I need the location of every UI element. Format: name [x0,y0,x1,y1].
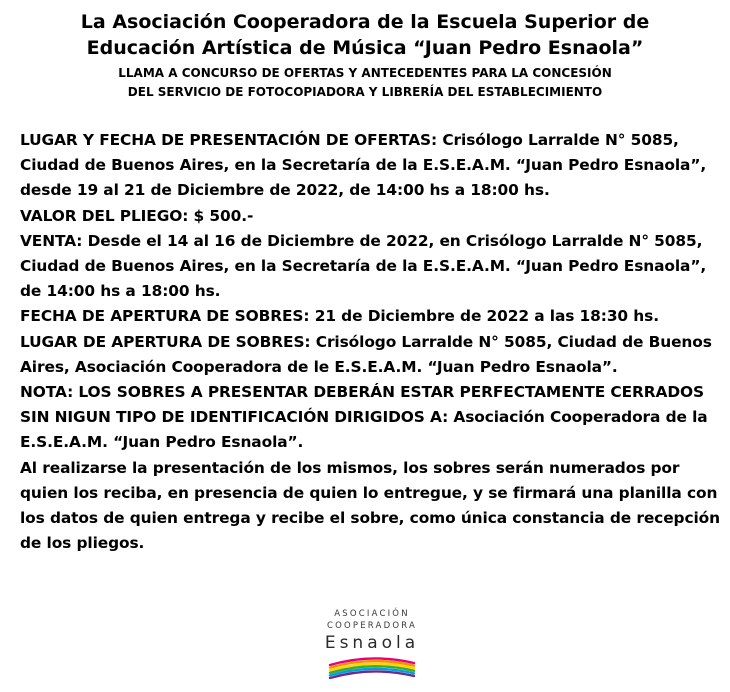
opening-place: LUGAR DE APERTURA DE SOBRES: Crisólogo Larralde N° 5085, Ciudad de Buenos Aires, Asociación Cooperadora de le E.S.E.A.M. “Juan Pedro Esnaola”. [20,332,712,376]
sale-period: VENTA: Desde el 14 al 16 de Diciembre de 2022, en Crisólogo Larralde N° 5085, Ciudad de Buenos Aires, en la Secretaría de la E.S.E.A.M. “Juan Pedro Esnaola”, de 14:00 hs a 18:00 hs. [20,231,707,301]
bid-document-price: VALOR DEL PLIEGO: $ 500.- [20,206,254,225]
notice-body [20,128,720,556]
swoosh-icon [326,655,418,679]
subtitle-line-1: LLAMA A CONCURSO DE OFERTAS Y ANTECEDENTES PARA LA CONCESIÓN [118,66,612,80]
notice-header [0,0,730,102]
logo-line-2: COOPERADORA [326,621,417,631]
opening-date: FECHA DE APERTURA DE SOBRES: 21 de Diciembre de 2022 a las 18:30 hs. [20,307,659,326]
subtitle-line-2: DEL SERVICIO DE FOTOCOPIADORA Y LIBRERÍA DEL ESTABLECIMIENTO [127,85,603,99]
note: NOTA: LOS SOBRES A PRESENTAR DEBERÁN ESTAR PERFECTAMENTE CERRADOS SIN NIGUN TIPO DE IDENTIFICACIÓN DIRIGIDOS A: Asociación Cooperadora de la E.S.E.A.M. “Juan Pedro Esnaola”. [20,383,708,452]
title-line-1: La Asociación Cooperadora de la Escuela Superior de [80,11,650,33]
esnaola-logo [316,608,428,688]
procedure-text: Al realizarse la presentación de los mismos, los sobres serán numerados por quien los reciba, en presencia de quien lo entregue, y se firmará una planilla con los datos de quien entrega y recibe el sobre, como única constancia de recepción de los pliegos. [20,458,720,553]
logo-name: Esnaola [324,633,420,653]
presentation-place-date: LUGAR Y FECHA DE PRESENTACIÓN DE OFERTAS: Crisólogo Larralde N° 5085, Ciudad de Buenos Aires, en la Secretaría de la E.S.E.A.M. “Juan Pedro Esnaola”, desde 19 al 21 de Diciembre de 2022, de 14:00 hs a 18:00 hs. [20,131,707,200]
title-line-2: Educación Artística de Música “Juan Pedro Esnaola” [86,37,644,59]
logo-line-1: ASOCIACIÓN [334,609,410,619]
